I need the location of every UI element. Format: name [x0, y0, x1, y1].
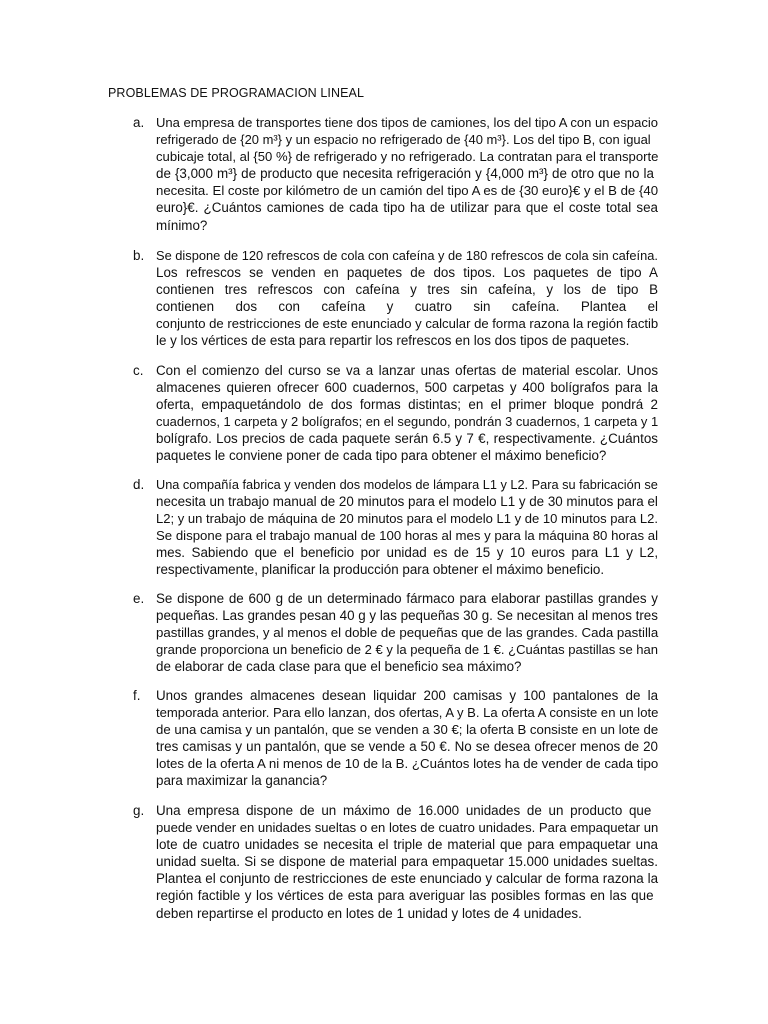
- problem-letter: e.: [133, 591, 145, 606]
- problem-letter: c.: [133, 363, 144, 378]
- problem-text: [156, 114, 658, 234]
- text-line: Unos grandes almacenes desean liquidar 200 camisas y 100 pantalones de la: [156, 688, 659, 703]
- text-line: respectivamente, planificar la producción para obtener el máximo beneficio.: [156, 562, 605, 578]
- text-line: para maximizar la ganancia?: [156, 773, 328, 789]
- text-line: Una empresa dispone de un máximo de 16.000 unidades de un producto que: [156, 803, 652, 818]
- text-line: de {3,000 m³} de producto que necesita refrigeración y {4,000 m³} de otro que no la: [156, 166, 654, 182]
- text-line: necesita. El coste por kilómetro de un camión del tipo A es de {30 euro}€ y el B de {40: [156, 183, 659, 199]
- text-line: deben repartirse el producto en lotes de 1 unidad y lotes de 4 unidades.: [156, 905, 582, 921]
- text-line: pequeñas. Las grandes pesan 40 g y las pequeñas 30 g. Se necesitan al menos tres: [156, 608, 658, 624]
- text-line: bolígrafo. Los precios de cada paquete serán 6.5 y 7 €, respectivamente. ¿Cuántos: [156, 431, 658, 447]
- document-title: PROBLEMAS DE PROGRAMACION LINEAL: [108, 86, 365, 100]
- problem-letter: f.: [133, 688, 141, 703]
- problem-text: [156, 247, 658, 350]
- text-line: lote de cuatro unidades se necesita el triple de material que para empaquetar una: [156, 837, 658, 853]
- text-line: necesita un trabajo manual de 20 minutos para el modelo L1 y de 30 minutos para el: [156, 494, 658, 510]
- text-line: Con el comienzo del curso se va a lanzar unas ofertas de material escolar. Unos: [156, 363, 659, 378]
- text-line: oferta, empaquetándolo de dos formas distintas; en el primer bloque pondrá 2: [156, 397, 658, 413]
- text-line: tres camisas y un pantalón, que se vende a 50 €. No se desea ofrecer menos de 20: [156, 739, 659, 755]
- problem-text: [156, 476, 658, 579]
- text-line: puede vender en unidades sueltas o en lotes de cuatro unidades. Para empaquetar un: [156, 820, 659, 836]
- problem-text: [156, 590, 658, 675]
- text-line: Se dispone de 600 g de un determinado fármaco para elaborar pastillas grandes y: [156, 591, 658, 606]
- text-line: de una camisa y un pantalón, que se venden a 30 €; la oferta B consiste en un lote de: [156, 722, 659, 738]
- problem-letter: d.: [133, 477, 145, 492]
- text-line: Plantea el conjunto de restricciones de este enunciado y calcular de forma razona la: [156, 871, 659, 887]
- text-line: mes. Sabiendo que el beneficio por unidad es de 15 y 10 euros para L1 y L2,: [156, 545, 659, 561]
- text-line: grande proporciona un beneficio de 2 € y la pequeña de 1 €. ¿Cuántas pastillas se han: [156, 642, 659, 658]
- text-line: temporada anterior. Para ello lanzan, dos ofertas, A y B. La oferta A consiste en un lote: [156, 705, 659, 721]
- text-line: Una empresa de transportes tiene dos tipos de camiones, los del tipo A con un espacio: [156, 115, 659, 130]
- problem-letter: b.: [133, 248, 145, 263]
- text-line: Se dispone de 120 refrescos de cola con cafeína y de 180 refrescos de cola sin cafeína.: [156, 248, 658, 263]
- problem-letter: a.: [133, 115, 145, 130]
- problem-letter: g.: [133, 803, 145, 818]
- text-line: le y los vértices de esta para repartir los refrescos en los dos tipos de paquetes.: [156, 333, 630, 349]
- problem-text: [156, 687, 658, 790]
- text-line: conjunto de restricciones de este enunciado y calcular de forma razona la región factib: [156, 316, 659, 332]
- text-line: Una compañía fabrica y venden dos modelos de lámpara L1 y L2. Para su fabricación se: [156, 477, 658, 492]
- text-line: almacenes quieren ofrecer 600 cuadernos, 500 carpetas y 400 bolígrafos para la: [156, 380, 659, 396]
- problem-text: [156, 802, 658, 922]
- text-line: cubicaje total, al {50 %} de refrigerado y no refrigerado. La contratan para el transporte: [156, 149, 659, 165]
- text-line: mínimo?: [156, 217, 208, 233]
- text-line: pastillas grandes, y al menos el doble de pequeñas que de las grandes. Cada pastilla: [156, 625, 659, 641]
- text-line: euro}€. ¿Cuántos camiones de cada tipo ha de utilizar para que el coste total sea: [156, 200, 658, 216]
- text-line: Los refrescos se venden en paquetes de dos tipos. Los paquetes de tipo A: [156, 265, 658, 281]
- text-line: de elaborar de cada clase para que el beneficio sea máximo?: [156, 659, 522, 675]
- text-line: paquetes le conviene poner de cada tipo para obtener el máximo beneficio?: [156, 448, 607, 464]
- text-line: contienen tres refrescos con cafeína y tres sin cafeína, y los de tipo B: [156, 282, 659, 298]
- text-line: región factible y los vértices de esta para averiguar las posibles formas en las que: [156, 888, 654, 904]
- text-line: L2; y un trabajo de máquina de 20 minutos para el modelo L1 y de 10 minutos para L2.: [156, 511, 659, 527]
- text-line: Se dispone para el trabajo manual de 100 horas al mes y para la máquina 80 horas al: [156, 528, 659, 544]
- text-line: unidad suelta. Si se dispone de material para empaquetar 15.000 unidades sueltas.: [156, 854, 658, 870]
- text-line: lotes de la oferta A ni menos de 10 de la B. ¿Cuántos lotes ha de vender de cada tipo: [156, 756, 659, 772]
- text-line: contienen dos con cafeína y cuatro sin cafeína. Plantea el: [156, 299, 659, 315]
- text-line: cuadernos, 1 carpeta y 2 bolígrafos; en el segundo, pondrán 3 cuadernos, 1 carpeta y 1: [156, 414, 659, 430]
- text-line: refrigerado de {20 m³} y un espacio no refrigerado de {40 m³}. Los del tipo B, con igual: [156, 132, 651, 148]
- problem-text: [156, 362, 658, 465]
